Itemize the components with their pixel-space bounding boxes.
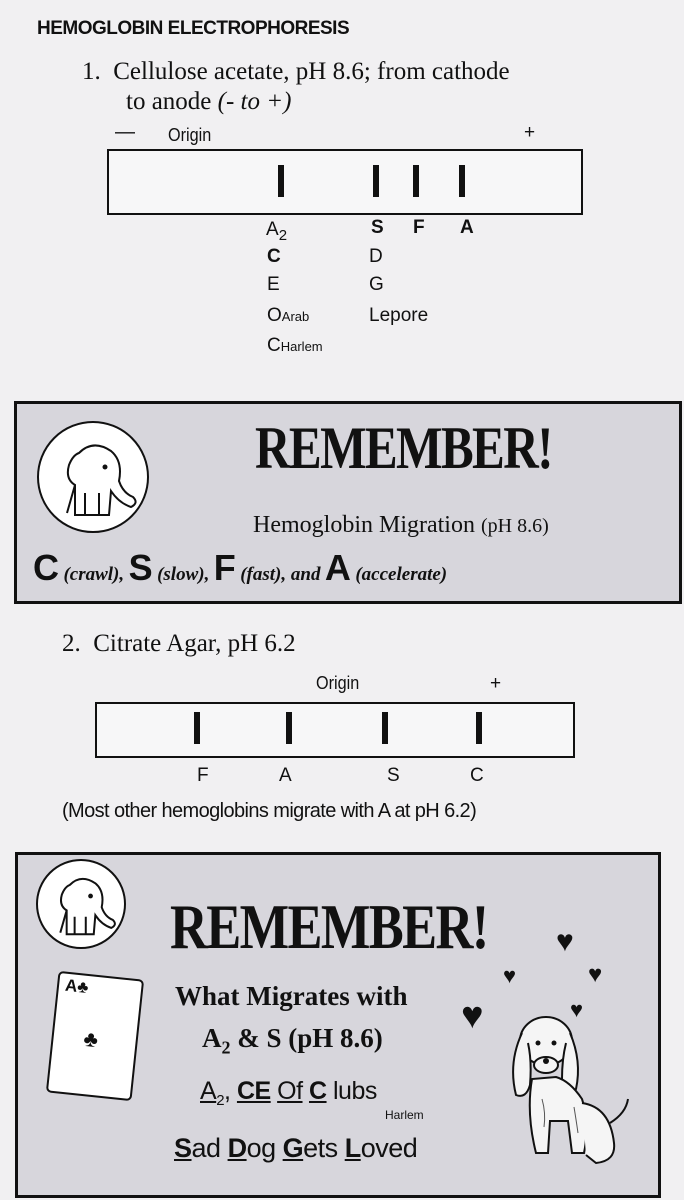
anode-plus-2: +	[490, 673, 502, 694]
origin-label-2: Origin	[316, 673, 360, 693]
label-s: S	[371, 217, 384, 238]
heart-icon: ♥	[503, 963, 517, 988]
basset-hound-dog-icon	[486, 1003, 636, 1183]
band-c-2	[476, 712, 482, 744]
mnemonic-harlem: Harlem	[385, 1108, 424, 1122]
section2-title-text: Citrate Agar, pH 6.2	[93, 630, 296, 657]
heart-icon: ♥	[461, 995, 484, 1037]
heart-icon: ♥	[556, 925, 574, 958]
gel-strip-1	[107, 149, 583, 215]
heart-icon: ♥	[588, 961, 603, 988]
migration-mnemonic: C (crawl), S (slow), F (fast), and A (accelerate)	[33, 547, 448, 588]
label-c-harlem: CHarlem	[267, 335, 323, 356]
label-c-2: C	[470, 765, 484, 786]
remember-title-1: REMEMBER!	[255, 415, 552, 481]
card-rank: A♣	[64, 975, 90, 997]
section2-number: 2.	[62, 630, 81, 657]
section2-note: (Most other hemoglobins migrate with A at pH 6.2)	[62, 800, 477, 822]
anode-plus-1: +	[524, 122, 536, 143]
section1-title-line1: Cellulose acetate, pH 8.6; from cathode	[113, 58, 510, 85]
mnemonic-line-1: $A_2$, CE Of C lubs	[200, 1077, 377, 1109]
what-migrates-line2: $A_2$ & S (pH 8.6)	[202, 1023, 383, 1058]
band-a2	[278, 165, 284, 197]
remember-panel-1	[14, 401, 682, 604]
label-a2: $A_2$	[266, 219, 288, 244]
label-g: G	[369, 274, 384, 295]
label-f-2: F	[197, 765, 209, 786]
ace-of-clubs-card	[46, 971, 144, 1101]
section2-title	[62, 630, 296, 658]
origin-label-1: Origin	[168, 125, 212, 145]
remember-title-2: REMEMBER!	[170, 891, 488, 962]
club-icon: ♣	[82, 1025, 100, 1053]
label-f: F	[413, 217, 425, 238]
heart-icon: ♥	[570, 997, 584, 1022]
elephant-icon	[37, 421, 149, 533]
band-a	[459, 165, 465, 197]
what-migrates-line1: What Migrates with	[175, 981, 408, 1011]
mnemonic-line-2: Sad Dog Gets Loved	[174, 1133, 418, 1163]
label-d: D	[369, 246, 383, 267]
band-f-2	[194, 712, 200, 744]
elephant-icon-2	[36, 859, 126, 949]
remember-panel-2	[15, 852, 661, 1198]
migration-subtitle: Hemoglobin Migration (pH 8.6)	[253, 512, 549, 538]
label-lepore: Lepore	[369, 305, 429, 326]
label-c: C	[267, 246, 281, 267]
section1-direction: (- to +)	[217, 88, 292, 115]
label-s-2: S	[387, 765, 400, 786]
label-a: A	[460, 217, 474, 238]
band-a-2	[286, 712, 292, 744]
page-heading: HEMOGLOBIN ELECTROPHORESIS	[37, 18, 350, 39]
cathode-minus: —	[115, 121, 135, 143]
band-s-2	[382, 712, 388, 744]
band-f	[413, 165, 419, 197]
section1-title-line2: to anode	[126, 88, 212, 115]
band-s	[373, 165, 379, 197]
label-e: E	[267, 274, 280, 295]
label-o-arab: OArab	[267, 305, 310, 326]
section1-number: 1.	[82, 58, 101, 85]
gel-strip-2	[95, 702, 575, 758]
section1-title	[82, 57, 510, 117]
label-a-2: A	[279, 765, 292, 786]
top-margin	[0, 0, 684, 12]
